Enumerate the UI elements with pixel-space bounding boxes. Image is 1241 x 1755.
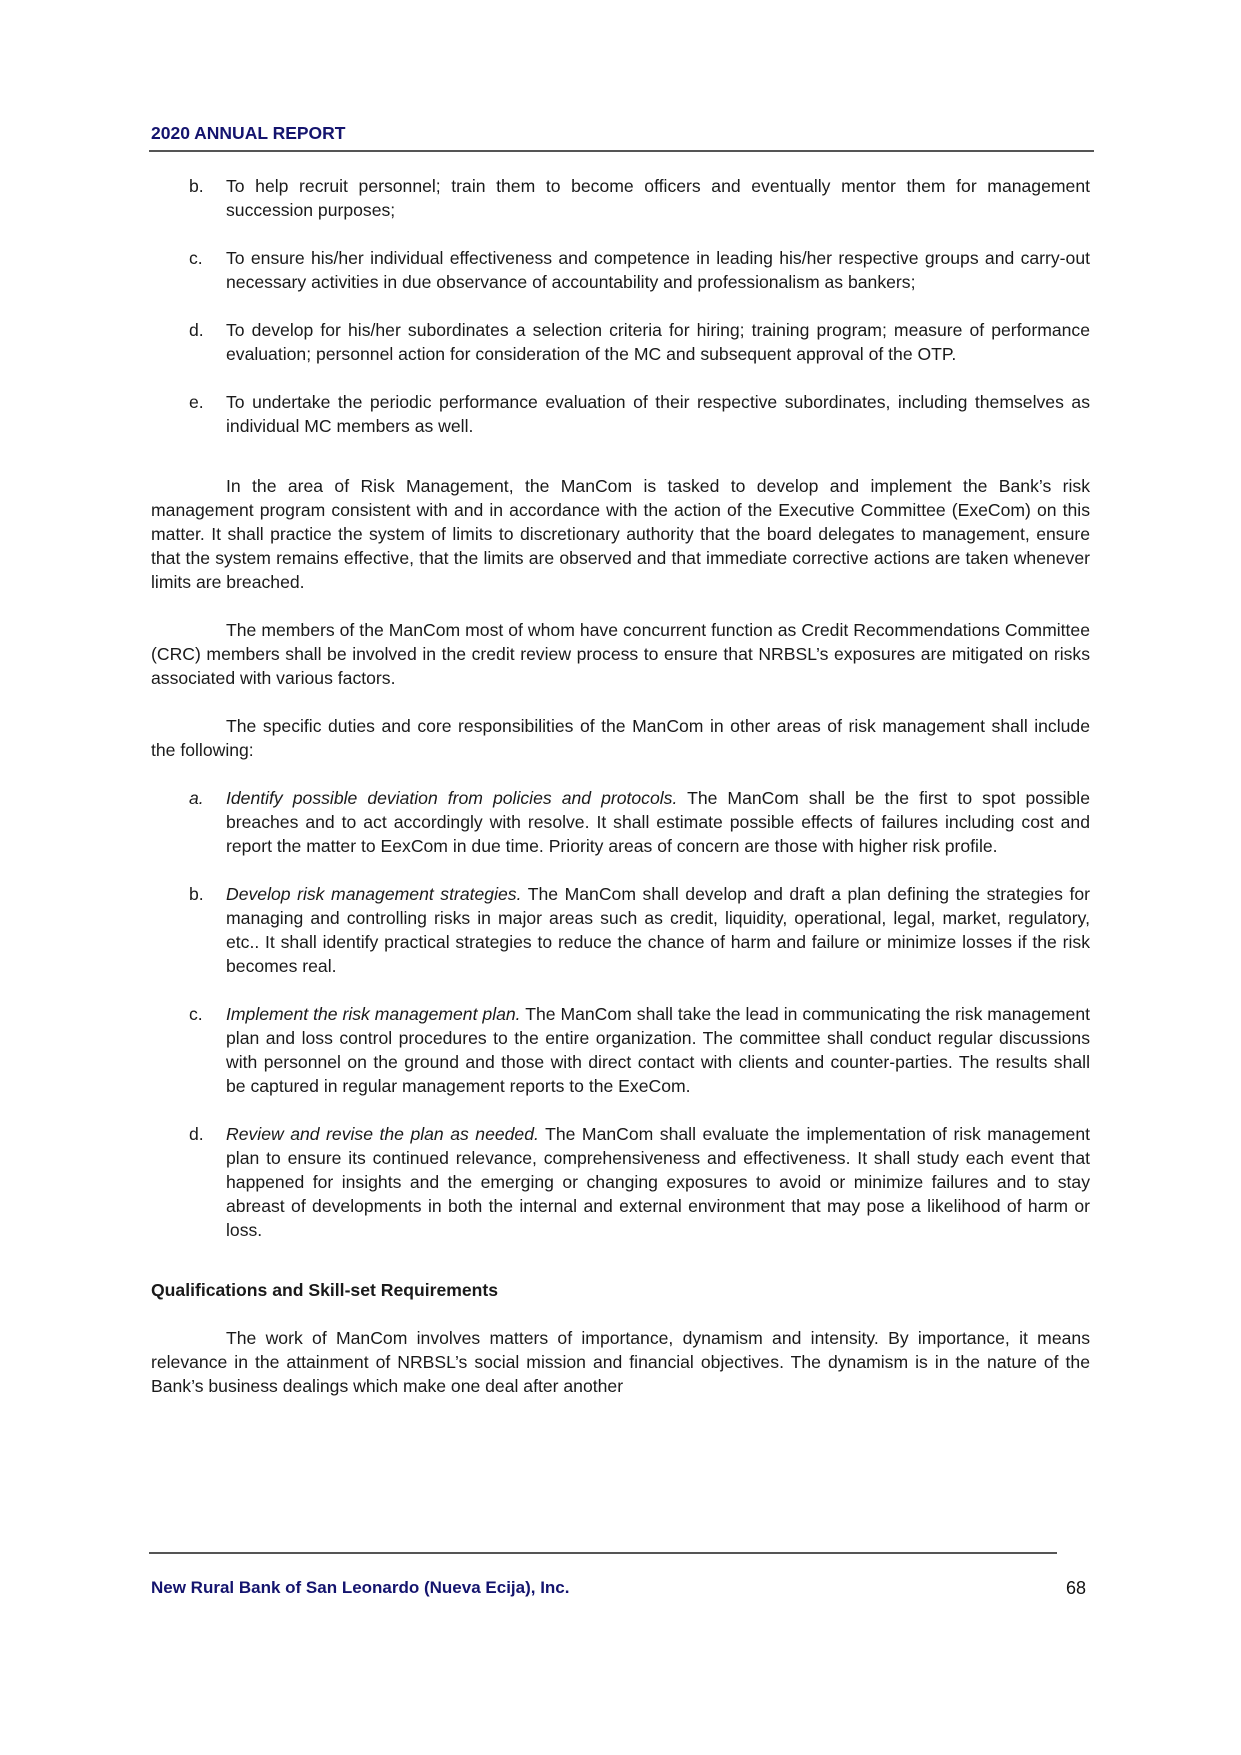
- list-emphasis: Identify possible deviation from policies and protocols.: [226, 788, 678, 808]
- list-text: The ManCom shall take the lead in communicating the risk management plan and loss control procedures to the entire organization. The committee shall conduct regular discussions with personnel on the ground and those with direct contact with clients and counter-parties. The results shall be captured in regular management reports to the ExeCom.: [226, 1004, 1090, 1096]
- list-text: To ensure his/her individual effectiveness and competence in leading his/her respective groups and carry-out necessary activities in due observance of accountability and professionalism as bankers;: [226, 248, 1090, 292]
- list-emphasis: Develop risk management strategies.: [226, 884, 522, 904]
- list-text: To help recruit personnel; train them to become officers and eventually mentor them for management succession purposes;: [226, 176, 1090, 220]
- list-letter: c.: [189, 1004, 203, 1024]
- list-item-review-plan: [151, 1122, 1090, 1242]
- list-item-selection-criteria: [151, 318, 1090, 366]
- spacer: [151, 462, 1090, 474]
- list-text: To undertake the periodic performance evaluation of their respective subordinates, including themselves as individual MC members as well.: [226, 392, 1090, 436]
- list-letter: d.: [189, 320, 204, 340]
- list-text: The ManCom shall evaluate the implementation of risk management plan to ensure its continued relevance, comprehensiveness and effectiveness. It shall study each event that happened for insights and the emerging or changing exposures to avoid or minimize failures and to stay abreast of developments in both the internal and external environment that may pose a likelihood of harm or loss.: [226, 1124, 1091, 1240]
- list-item-recruit: [151, 174, 1090, 222]
- report-header-title: 2020 ANNUAL REPORT: [151, 123, 346, 143]
- section-heading: Qualifications and Skill-set Requirements: [151, 1280, 499, 1300]
- list-emphasis: Review and revise the plan as needed.: [226, 1124, 539, 1144]
- list-letter: b.: [189, 884, 204, 904]
- list-letter: b.: [189, 176, 204, 196]
- list-item-implement-plan: [151, 1002, 1090, 1098]
- list-text: The ManCom shall be the first to spot possible breaches and to act accordingly with resolve. It shall estimate possible effects of failures including cost and report the matter to EexCom in due time. Priority areas of concern are those with higher risk profile.: [226, 788, 1090, 856]
- list-item-performance-evaluation: [151, 390, 1090, 438]
- list-item-develop-strategies: [151, 882, 1090, 978]
- list-letter: d.: [189, 1124, 204, 1144]
- list-emphasis: Implement the risk management plan.: [226, 1004, 521, 1024]
- page-number: 68: [1066, 1578, 1087, 1598]
- footer-divider: [149, 1552, 1057, 1554]
- list-letter: c.: [189, 248, 203, 268]
- list-letter: e.: [189, 392, 204, 412]
- list-text: The ManCom shall develop and draft a plan defining the strategies for managing and controlling risks in major areas such as credit, liquidity, operational, legal, market, regulatory, etc.. It shall identify practical strategies to reduce the chance of harm and failure or minimize losses if the risk becomes real.: [226, 884, 1090, 976]
- list-item-effectiveness: [151, 246, 1090, 294]
- list-item-identify-deviation: [151, 786, 1090, 858]
- header-divider: [149, 150, 1094, 152]
- list-letter: a.: [189, 788, 204, 808]
- footer-organization: New Rural Bank of San Leonardo (Nueva Ecija), Inc.: [151, 1578, 570, 1597]
- list-text: To develop for his/her subordinates a selection criteria for hiring; training program; measure of performance evaluation; personnel action for consideration of the MC and subsequent approval of the OTP.: [226, 320, 1090, 364]
- paragraph-qualifications: The work of ManCom involves matters of importance, dynamism and intensity. By importance, it means relevance in the attainment of NRBSL’s social mission and financial objectives. The dynamism is in the nature of the Bank’s business dealings which make one deal after another: [151, 1328, 1090, 1396]
- page-body: [151, 174, 1090, 1422]
- paragraph-risk-management: In the area of Risk Management, the ManCom is tasked to develop and implement the Bank’s risk management program consistent with and in accordance with the action of the Executive Committee (ExeCom) on this matter. It shall practice the system of limits to discretionary authority that the board delegates to management, ensure that the system remains effective, that the limits are observed and that immediate corrective actions are taken whenever limits are breached.: [151, 476, 1090, 592]
- paragraph-duties-intro: The specific duties and core responsibilities of the ManCom in other areas of risk management shall include the following:: [151, 716, 1090, 760]
- paragraph-crc-members: The members of the ManCom most of whom have concurrent function as Credit Recommendations Committee (CRC) members shall be involved in the credit review process to ensure that NRBSL’s exposures are mitigated on risks associated with various factors.: [151, 620, 1090, 688]
- spacer: [151, 1266, 1090, 1278]
